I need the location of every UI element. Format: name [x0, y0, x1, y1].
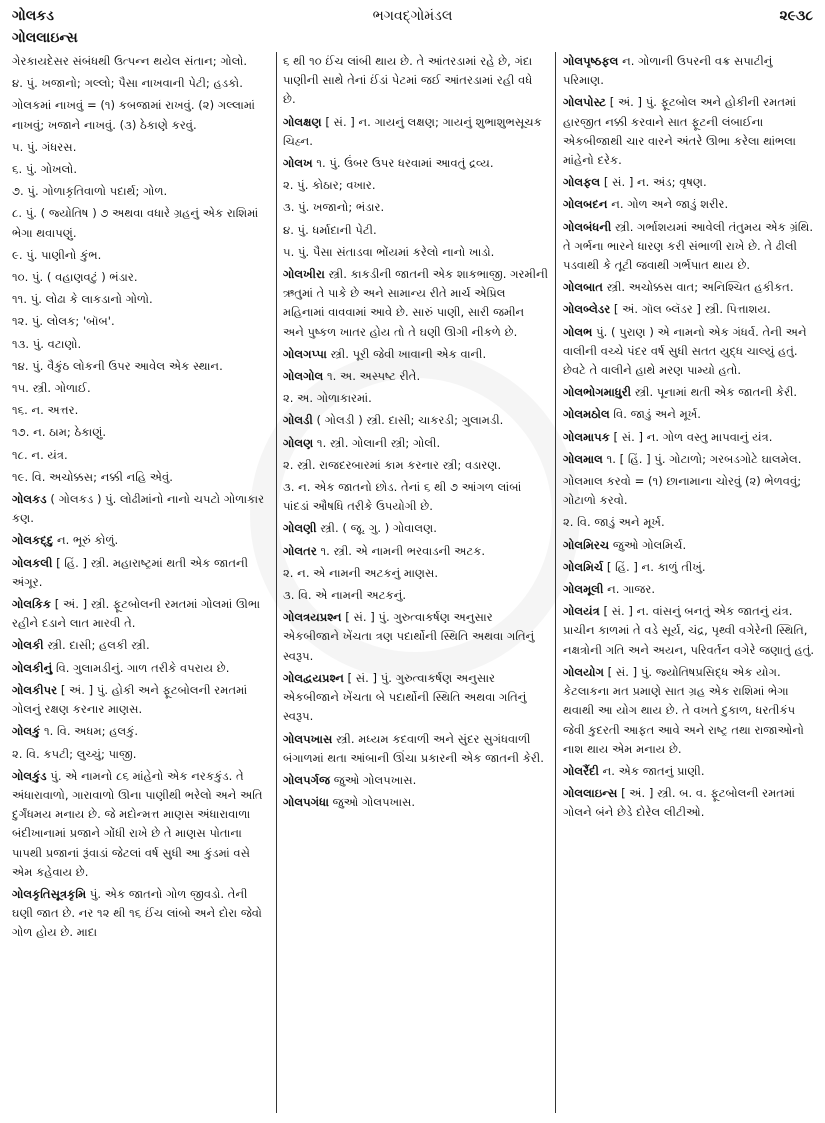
header-guide-word: ગોલકડ	[12, 8, 54, 24]
dictionary-entry	[563, 536, 815, 555]
dictionary-entry	[563, 218, 815, 276]
entry-headword: ગોલમાલ	[563, 451, 603, 466]
entry-definition: સ્ત્રી. ગર્ભાશયમાં આવેલી તંતુમય એક ગ્રંથિ. તે ગર્ભના ભારને ધારણ કરી સંભાળી રાખે છે. તે ઢીલી પડવાથી કે તૂટી જવાથી ગર્ભપાત થાય છે.	[563, 219, 814, 273]
header-title: ભગવદ્ગોમંડલ	[372, 8, 453, 24]
entry-definition: ૧૨. પું. લોલક; 'બૉબ'.	[12, 314, 115, 329]
entry-headword: ગોલકીનું	[12, 660, 53, 675]
entry-definition: ન. ગોળ અને જાડું શરીર.	[607, 197, 729, 212]
dictionary-entry	[283, 221, 548, 240]
dictionary-entry	[12, 885, 270, 943]
entry-headword: ગોલમઠોલ	[563, 407, 610, 422]
entry-headword: ગોલખીરા	[283, 267, 325, 282]
entry-headword: ગોલફલ	[563, 175, 601, 190]
entry-headword: ગોલપોસ્ટ	[563, 95, 607, 110]
entry-headword: ગોલગોલ	[283, 369, 324, 384]
entry-headword: ગોલણ	[283, 435, 314, 450]
entry-headword: ગોલત્રયપ્રશ્ન	[283, 610, 342, 625]
dictionary-entry	[12, 335, 270, 354]
entry-definition: સ્ત્રી. દાસી; હલકી સ્ત્રી.	[43, 638, 150, 653]
entry-definition: ૧. [ હિં. ] પું. ગોટાળો; ગરબડગોટે ઘાલમેલ.	[602, 451, 802, 466]
dictionary-entry	[12, 74, 270, 93]
entry-definition: સ્ત્રી. મધ્યમ કદવાળી અને સુંદર સુગંધવાળી બંગાળમાં થતા આંબાની ઊંચા પ્રકારની એક જાતની કેરી.	[283, 731, 544, 765]
entry-definition: [ સં. ] ન. અંડ; વૃષણ.	[600, 175, 707, 190]
entry-definition: ૨. પું. કોઠાર; વખાર.	[283, 178, 376, 193]
dictionary-entry	[12, 767, 270, 882]
entry-definition: વિ. ગુલામડીનું. ગાળ તરીકે વપરાય છે.	[52, 660, 230, 675]
entry-definition: [ હિં. ] સ્ત્રી. મહારાષ્ટ્રમાં થતી એક જાતની અંગૂર.	[12, 555, 249, 589]
entry-definition: ૧૧. પું. લોઢા કે લાકડાનો ગોળો.	[12, 292, 153, 307]
dictionary-entry	[12, 182, 270, 201]
dictionary-entry	[283, 389, 548, 408]
entry-definition: સ્ત્રી. કાકડીની જાતની એક શાકભાજી. ગરમીની ઋતુમાં તે પાકે છે અને સામાન્ય રીતે માર્ચ એપ્રિલ મહિનામાં વાવવામાં આવે છે. સારું પાણી, સારી જમીન અને પુષ્કળ ખાતર હોય તો તે ઘણી ઊગી નીકળે છે.	[283, 267, 548, 339]
entry-headword: ગોલભ	[563, 324, 593, 339]
dictionary-entry	[12, 745, 270, 764]
dictionary-entry	[283, 367, 548, 386]
dictionary-entry	[12, 554, 270, 592]
entry-definition: જુઓ ગોલપખાસ.	[328, 795, 416, 810]
entry-definition: ૧. સ્ત્રી. ગોલાની સ્ત્રી; ગોલી.	[313, 435, 441, 450]
entry-definition: પું. ( પુરાણ ) એ નામનો એક ગંધર્વ. તેની અને વાલીની વચ્ચે પંદર વર્ષ સુધી સતત યુદ્ધ ચાલ્યું હતું. છેવટે તે વાલીને હાથે મરણ પામ્યો હતો.	[563, 324, 807, 378]
entry-definition: પું. એ નામનો ૮૬ માંહેનો એક નરકકુંડ. તે અંધારાવાળો, ગારાવાળો ઊના પાણીથી ભરેલો અને અતિ દુર્ગંધમય મનાય છે. જે મદોન્મત્ત માણસ અંધારાવાળા બંદીખાનામાં પ્રજાને ગોંધી રાખે છે તે માણસ પોતાના પાપથી પ્રજાનાં રૂંવાડાં જેટલાં વર્ષ સુધી આ કુંડમાં વસે એમ કહેવાય છે.	[12, 768, 263, 879]
entry-definition: જુઓ ગોલમિર્ચ.	[609, 537, 687, 552]
entry-definition: ૨. વિ. કપટી; લુચ્ચું; પાજી.	[12, 746, 137, 761]
dictionary-entry	[283, 771, 548, 790]
entry-definition: ૧૮. ન. યંત્ર.	[12, 447, 68, 462]
entry-headword: ગોલદ્વયપ્રશ્ન	[283, 670, 344, 685]
dictionary-entry	[12, 401, 270, 420]
entry-definition: સ્ત્રી. પૂરી જેવી ખાવાની એક વાની.	[326, 346, 487, 361]
entry-headword: ગોલલાઇન્સ	[563, 786, 618, 801]
entry-definition: ૩. ન. એક જાતનો છોડ. તેનાં ૬ થી ૭ આંગળ લાંબાં પાંદડાં ઔષધિ તરીકે ઉપયોગી છે.	[283, 480, 522, 514]
entry-headword: ગોલકલી	[12, 555, 53, 570]
dictionary-entry	[283, 345, 548, 364]
entry-headword: ગોલખ	[283, 156, 313, 171]
entry-definition: ગોલકમાં નાખવું = (૧) કબજામાં રાખવું. (૨) ગલ્લામાં નાખવું; ખજાને નાખવું. (૩) ઠેકાણે કરવું.	[12, 98, 255, 132]
entry-definition: સ્ત્રી. અચોક્કસ વાત; અનિશ્ચિત હકીકત.	[602, 280, 794, 295]
entry-definition: ગેરકાયદેસર સંબંધથી ઉત્પન્ન થયેલ સંતાન; ગોલો.	[12, 54, 248, 68]
entry-headword: ગોલપખાસ	[283, 731, 333, 746]
column-1	[12, 52, 270, 1115]
entry-definition: [ અં. ] સ્ત્રી. ફૂટબોલની રમતમાં ગોલમાં ઊભા રહીને દડાને લાત મારવી તે.	[12, 597, 261, 631]
dictionary-entry	[563, 450, 815, 469]
dictionary-entry	[563, 762, 815, 781]
entry-headword: ગોલકૃતિસૂત્રકૃમિ	[12, 886, 87, 901]
dictionary-entry	[563, 278, 815, 297]
entry-headword: ગોલકું	[12, 724, 41, 739]
entry-headword: ગોલકીપર	[12, 682, 58, 697]
dictionary-entry	[12, 468, 270, 487]
entry-headword: ગોલકડ	[12, 492, 47, 507]
dictionary-entry	[283, 243, 548, 262]
entry-headword: ગોલક્ષણ	[283, 114, 322, 129]
entry-definition: ૧૩. પું. વટાણો.	[12, 336, 82, 351]
entry-definition: [ અં. ] પું. ફૂટબોલ અને હોકીની રમતમાં હારજીત નક્કી કરવાને સાત ફૂટની લંબાઈના એકબીજાથી ચાર વારને અંતરે ઊભા કરેલા થાંભલા માંહેનો દરેક.	[563, 95, 797, 168]
entry-definition: ૧૪. પું. વૈકુંઠ લોકની ઉપર આવેલ એક સ્થાન.	[12, 358, 223, 373]
entry-headword: ગોલકદ્દુ	[12, 533, 54, 548]
column-3	[563, 52, 815, 1115]
entry-definition: ૧૦. પું. ( વહાણવટું ) ભંડાર.	[12, 270, 138, 285]
dictionary-entry	[12, 138, 270, 157]
entry-definition: ૪. પું. ધર્માદાની પેટી.	[283, 222, 377, 237]
dictionary-entry	[12, 659, 270, 678]
dictionary-entry	[12, 595, 270, 633]
entry-definition: [ સં. ] પું. ગુરુત્વાકર્ષણ અનુસાર એકબીજાને ખેંચતા બે પદાર્થોની સ્થિતિ અથવા ગતિનું સ્વરૂપ.	[283, 670, 527, 724]
entry-headword: ગોલબ્લેડર	[563, 302, 611, 317]
dictionary-entry	[563, 663, 815, 759]
dictionary-entry	[283, 519, 548, 538]
entry-definition: ન. ભૂરું કોળું.	[53, 533, 119, 548]
dictionary-entry	[283, 608, 548, 666]
entry-headword: ગોલમૂલી	[563, 582, 604, 597]
entry-definition: ૨. ન. એ નામની અટકનું માણસ.	[283, 565, 439, 580]
entry-headword: ગોલણી	[283, 521, 317, 536]
entry-definition: ૮. પું. ( જ્યોતિષ ) ૭ અથવા વધારે ગ્રહનું એક રાશિમાં ભેગા થવાપણું.	[12, 206, 259, 240]
dictionary-entry	[283, 542, 548, 561]
dictionary-entry	[12, 312, 270, 331]
dictionary-entry	[563, 173, 815, 192]
dictionary-entry	[563, 602, 815, 660]
dictionary-entry	[563, 784, 815, 822]
entry-headword: ગોલમિરચ	[563, 537, 610, 552]
entry-definition: ૧૭. ન. ઠામ; ઠેકાણું.	[12, 425, 107, 440]
dictionary-entry	[12, 636, 270, 655]
dictionary-entry	[283, 669, 548, 727]
entry-definition: ન. ગોળાની ઉપરની વક્ર સપાટીનું પરિમાણ.	[563, 54, 773, 88]
entry-headword: ગોલયંત્ર	[563, 604, 600, 619]
entry-definition: ૧૯. વિ. અચોક્કસ; નક્કી નહિ એવું.	[12, 469, 173, 484]
entry-headword: ગોલગપ્પા	[283, 346, 327, 361]
entry-definition: [ સં. ] ન. વાંસનું બનતું એક જાતનું યંત્ર. પ્રાચીન કાળમાં તે વડે સૂર્ય, ચંદ્ર, પૃથ્વી વગેરેની સ્થિતિ, નક્ષત્રોની ગતિ અને અયન, પરિવર્તન વગેરે જણાતું હતું.	[563, 604, 815, 657]
entry-definition: ( ગોલડી ) સ્ત્રી. દાસી; ચાકરડી; ગુલામડી.	[312, 413, 504, 428]
entry-definition: ( ગોલકડ ) પું. લોઢીમાંનો નાનો ચપટો ગોળાકાર કણ.	[12, 492, 265, 526]
entry-definition: ૨. સ્ત્રી. રાજદરબારમાં કામ કરનાર સ્ત્રી; વડારણ.	[283, 457, 502, 472]
dictionary-entry	[12, 379, 270, 398]
entry-definition: સ્ત્રી. પૂનામાં થતી એક જાતની કેરી.	[631, 385, 798, 400]
entry-headword: ગોલપૃષ્ઠફલ	[563, 54, 619, 68]
dictionary-entry	[12, 204, 270, 242]
dictionary-entry	[563, 195, 815, 214]
entry-definition: ૬. પું. ગોખલો.	[12, 162, 77, 177]
page-number: ૨૯૩૮	[779, 8, 813, 24]
entry-definition: [ અં. ગૉલ બ્લૅડર ] સ્ત્રી. પિત્તાશય.	[610, 302, 771, 317]
dictionary-entry	[563, 405, 815, 424]
dictionary-entry	[563, 52, 815, 90]
entry-definition: ૩. પું. ખજાનો; ભંડાર.	[283, 200, 385, 215]
entry-headword: ગોલભોગમાધુરી	[563, 385, 632, 400]
entry-definition: ૧૬. ન. અત્તર.	[12, 403, 79, 418]
dictionary-entry	[283, 456, 548, 475]
entry-definition: પું. એક જાતનો ગોળ જીવડો. તેની ઘણી જાત છે. નર ૧૨ થી ૧૬ ઈંચ લાંબો અને દોરા જેવો ગોળ હોય છે. માદા	[12, 886, 262, 940]
entry-definition: જુઓ ગોલપખાસ.	[330, 772, 417, 787]
dictionary-entry	[563, 472, 815, 510]
dictionary-entry	[563, 323, 815, 381]
entry-headword: ગોલપગંધા	[283, 795, 329, 810]
dictionary-entry	[12, 681, 270, 719]
entry-definition: ન. ગાજર.	[603, 582, 656, 597]
dictionary-entry	[283, 586, 548, 605]
dictionary-entry	[283, 730, 548, 768]
entry-definition: ૬ થી ૧૦ ઈંચ લાંબી થાય છે. તે આંતરડામાં રહે છે, ગંદા પાણીની સાથે તેનાં ઈંડાં પેટમાં જઈ આંતરડામાં રહી વધે છે.	[283, 54, 533, 107]
dictionary-entry	[12, 722, 270, 741]
dictionary-entry	[12, 160, 270, 179]
entry-headword: ગોલમાપક	[563, 429, 610, 444]
entry-definition: [ સં. ] પું. ગુરુત્વાકર્ષણ અનુસાર એકબીજાને ખેંચતા ત્રણ પદાર્થોની સ્થિતિ અથવા ગતિનું સ્વરૂપ.	[283, 610, 535, 663]
entry-definition: ૨. વિ. જાડું અને મૂર્ખ.	[563, 515, 665, 530]
dictionary-entry	[283, 113, 548, 151]
column-divider	[555, 52, 556, 1113]
entry-definition: સ્ત્રી. ( જૂ. ગુ. ) ગોવાલણ.	[316, 521, 437, 536]
entry-definition: ૫. પું. પૈસા સંતાડવા ભોંયમાં કરેલો નાનો ખાડો.	[283, 244, 495, 259]
dictionary-entry	[12, 446, 270, 465]
entry-definition: ૧. પું. ઉંબર ઉપર ધરવામાં આવતું દ્રવ્ય.	[312, 156, 494, 171]
entry-definition: ૧. વિ. અધમ; હલકું.	[40, 724, 139, 739]
entry-headword: ગોલમિર્ચ	[563, 559, 604, 574]
dictionary-entry	[563, 93, 815, 170]
dictionary-entry	[283, 52, 548, 110]
entry-headword: ગોલબંધની	[563, 219, 612, 234]
page-header	[12, 8, 813, 30]
entry-headword: ગોલકી	[12, 638, 44, 653]
entry-definition: [ હિં. ] ન. કાળું તીખું.	[603, 559, 706, 574]
entry-definition: ૭. પું. ગોળાકૃતિવાળો પદાર્થ; ગોળ.	[12, 184, 168, 199]
dictionary-entry	[283, 434, 548, 453]
entry-headword: ગોલકુંડ	[12, 768, 47, 783]
entry-headword: ગોલપર્ગજ	[283, 772, 331, 787]
dictionary-entry	[283, 176, 548, 195]
entry-definition: વિ. જાડું અને મૂર્ખ.	[609, 407, 701, 422]
entry-definition: ૫. પું. ગંધરસ.	[12, 139, 77, 154]
entry-headword: ગોલબાત	[563, 280, 603, 295]
entry-headword: ગોલકિક	[12, 597, 52, 612]
dictionary-entry	[283, 154, 548, 173]
dictionary-entry	[12, 423, 270, 442]
entry-definition: [ સં. ] ન. ગાયનું લક્ષણ; ગાયનું શુભાશુભસૂચક ચિહ્ન.	[283, 114, 542, 148]
entry-definition: [ અં. ] પું. હોકી અને ફૂટબોલની રમતમાં ગોલનું રક્ષણ કરનાર માણસ.	[12, 682, 248, 717]
dictionary-entry	[12, 52, 270, 71]
entry-definition: ૧. સ્ત્રી. એ નામની ભરવાડની અટક.	[316, 543, 486, 558]
column-divider	[276, 52, 277, 1113]
column-2	[283, 52, 548, 1115]
entry-definition: ગોલમાલ કરવો = (૧) છાનામાના ચોરવું (૨) ભેળવવું; ગોટાળો કરવો.	[563, 474, 802, 508]
dictionary-entry	[563, 558, 815, 577]
dictionary-entry	[283, 793, 548, 812]
entry-definition: ૯. પું. પાણીનો કુંભ.	[12, 247, 102, 262]
entry-definition: ૧. અ. અસ્પષ્ટ રીતે.	[323, 369, 421, 384]
entry-definition: ન. એક જાતનું પ્રાણી.	[598, 763, 705, 778]
dictionary-entry	[12, 490, 270, 528]
dictionary-entry	[563, 383, 815, 402]
dictionary-entry	[12, 246, 270, 265]
entry-headword: ગોલયોગ	[563, 664, 604, 679]
entry-definition: ૩. વિ. એ નામની અટકનું.	[283, 588, 407, 603]
entry-definition: ૧૫. સ્ત્રી. ગોળાઈ.	[12, 381, 91, 396]
dictionary-entry	[12, 290, 270, 309]
dictionary-entry	[12, 96, 270, 134]
entry-definition: [ સં. ] પું. જ્યોતિષપ્રસિદ્ધ એક યોગ. કેટલાકના મત પ્રમાણે સાત ગ્રહ એક રાશિમાં ભેગા થવાથી આ યોગ થાય છે. તે વખતે દુકાળ, ધરતીકંપ જેવી કુદરતી આફત આવે અને રાષ્ટ્ર તથા રાજાઓનો નાશ થાય એમ મનાય છે.	[563, 664, 804, 756]
entry-definition: ૪. પું. ખજાનો; ગલ્લો; પૈસા નાખવાની પેટી; હડકો.	[12, 76, 243, 91]
dictionary-entry	[563, 300, 815, 319]
entry-definition: ૨. અ. ગોળાકારમાં.	[283, 391, 372, 406]
dictionary-entry	[283, 411, 548, 430]
dictionary-entry	[12, 357, 270, 376]
dictionary-entry	[563, 513, 815, 532]
dictionary-entry	[283, 564, 548, 583]
header-last-word: ગોલલાઇન્સ	[12, 30, 78, 46]
entry-definition: [ અં. ] સ્ત્રી. બ. વ. ફૂટબોલની રમતમાં ગોલને બંને છેડે દોરેલ લીટીઓ.	[563, 786, 796, 820]
dictionary-entry	[563, 428, 815, 447]
entry-headword: ગોલડી	[283, 413, 313, 428]
entry-headword: ગોલરૈંદી	[563, 763, 599, 778]
dictionary-entry	[563, 580, 815, 599]
dictionary-entry	[12, 531, 270, 550]
dictionary-entry	[283, 198, 548, 217]
entry-definition: [ સં. ] ન. ગોળ વસ્તુ માપવાનું યંત્ર.	[609, 429, 773, 444]
dictionary-entry	[283, 478, 548, 516]
dictionary-entry	[12, 268, 270, 287]
entry-headword: ગોલતર	[283, 543, 317, 558]
dictionary-entry	[283, 265, 548, 342]
entry-headword: ગોલબદન	[563, 197, 608, 212]
